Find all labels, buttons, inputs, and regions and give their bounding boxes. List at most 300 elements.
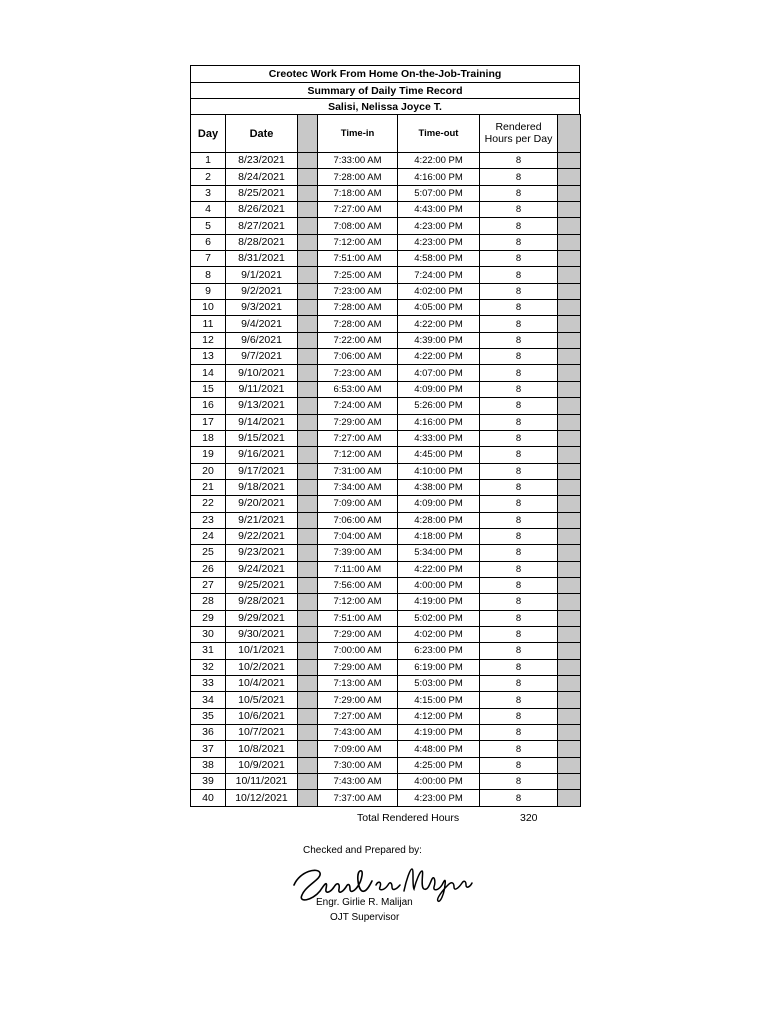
time-in-cell: 7:27:00 AM [318,202,398,218]
table-row [191,757,581,773]
gray-spacer-cell [558,251,581,267]
gray-spacer-cell [298,757,318,773]
gray-spacer-cell [298,577,318,593]
col-header-day: Day [191,115,226,153]
date-cell: 9/24/2021 [226,561,298,577]
gray-spacer-cell [558,463,581,479]
rendered-hours-cell: 8 [480,757,558,773]
gray-spacer-cell [298,512,318,528]
time-in-cell: 7:34:00 AM [318,479,398,495]
rendered-hours-cell: 8 [480,283,558,299]
date-cell: 9/7/2021 [226,349,298,365]
day-cell: 10 [191,300,226,316]
col-header-date: Date [226,115,298,153]
rendered-hours-cell: 8 [480,202,558,218]
table-row [191,414,581,430]
rendered-hours-cell: 8 [480,414,558,430]
day-cell: 20 [191,463,226,479]
gray-spacer-cell [558,414,581,430]
day-cell: 4 [191,202,226,218]
time-out-cell: 4:02:00 PM [398,283,480,299]
rendered-hours-cell: 8 [480,381,558,397]
day-cell: 17 [191,414,226,430]
gray-spacer-cell [298,349,318,365]
gray-spacer-cell [558,349,581,365]
date-cell: 9/14/2021 [226,414,298,430]
day-cell: 29 [191,610,226,626]
time-out-cell: 4:25:00 PM [398,757,480,773]
time-in-cell: 7:43:00 AM [318,774,398,790]
time-out-cell: 4:58:00 PM [398,251,480,267]
table-row [191,528,581,544]
time-out-cell: 4:22:00 PM [398,153,480,169]
table-row [191,676,581,692]
time-in-cell: 7:09:00 AM [318,741,398,757]
gray-spacer-cell [558,577,581,593]
time-in-cell: 7:56:00 AM [318,577,398,593]
date-cell: 10/12/2021 [226,790,298,806]
time-in-cell: 7:29:00 AM [318,659,398,675]
time-out-cell: 6:19:00 PM [398,659,480,675]
table-row [191,725,581,741]
table-row [191,251,581,267]
table-row [191,577,581,593]
gray-spacer-cell [298,659,318,675]
time-out-cell: 4:23:00 PM [398,234,480,250]
date-cell: 10/8/2021 [226,741,298,757]
time-out-cell: 4:19:00 PM [398,725,480,741]
day-cell: 8 [191,267,226,283]
gray-spacer-cell [558,234,581,250]
gray-spacer-cell [298,626,318,642]
gray-spacer-cell [558,708,581,724]
table-row [191,741,581,757]
day-cell: 9 [191,283,226,299]
rendered-hours-cell: 8 [480,725,558,741]
supervisor-name: Engr. Girlie R. Malijan [316,897,413,908]
time-in-cell: 7:12:00 AM [318,234,398,250]
date-cell: 8/23/2021 [226,153,298,169]
date-cell: 10/1/2021 [226,643,298,659]
gray-spacer-cell [298,414,318,430]
gray-spacer-cell [298,708,318,724]
time-in-cell: 7:06:00 AM [318,349,398,365]
date-cell: 10/4/2021 [226,676,298,692]
date-cell: 9/4/2021 [226,316,298,332]
table-row [191,234,581,250]
time-out-cell: 4:45:00 PM [398,447,480,463]
table-row [191,708,581,724]
date-cell: 9/2/2021 [226,283,298,299]
gray-spacer-cell [298,218,318,234]
gray-spacer-cell [558,741,581,757]
rendered-hours-cell: 8 [480,153,558,169]
gray-spacer-cell [298,447,318,463]
gray-spacer-cell [558,169,581,185]
gray-spacer-column [558,115,581,153]
time-in-cell: 7:27:00 AM [318,708,398,724]
day-cell: 13 [191,349,226,365]
day-cell: 2 [191,169,226,185]
time-in-cell: 7:29:00 AM [318,414,398,430]
date-cell: 9/1/2021 [226,267,298,283]
gray-spacer-cell [558,153,581,169]
rendered-hours-cell: 8 [480,463,558,479]
time-in-cell: 7:23:00 AM [318,283,398,299]
day-cell: 14 [191,365,226,381]
gray-spacer-cell [558,381,581,397]
date-cell: 9/15/2021 [226,430,298,446]
date-cell: 9/13/2021 [226,398,298,414]
time-out-cell: 4:00:00 PM [398,577,480,593]
rendered-hours-cell: 8 [480,676,558,692]
time-out-cell: 4:05:00 PM [398,300,480,316]
date-cell: 10/9/2021 [226,757,298,773]
gray-spacer-cell [558,790,581,806]
table-row [191,267,581,283]
day-cell: 6 [191,234,226,250]
rendered-hours-cell: 8 [480,218,558,234]
gray-spacer-cell [298,545,318,561]
gray-spacer-cell [298,774,318,790]
time-out-cell: 4:22:00 PM [398,316,480,332]
day-cell: 12 [191,332,226,348]
gray-spacer-cell [558,610,581,626]
time-out-cell: 4:23:00 PM [398,218,480,234]
rendered-hours-cell: 8 [480,594,558,610]
table-row [191,496,581,512]
rendered-hours-cell: 8 [480,234,558,250]
table-row [191,659,581,675]
rendered-hours-cell: 8 [480,430,558,446]
time-out-cell: 4:09:00 PM [398,381,480,397]
day-cell: 1 [191,153,226,169]
trainee-name: Salisi, Nelissa Joyce T. [190,98,580,114]
table-row [191,561,581,577]
gray-spacer-cell [558,545,581,561]
time-in-cell: 7:08:00 AM [318,218,398,234]
sheet-subtitle: Summary of Daily Time Record [190,82,580,98]
time-in-cell: 7:51:00 AM [318,610,398,626]
gray-spacer-cell [558,447,581,463]
date-cell: 8/25/2021 [226,185,298,201]
time-out-cell: 5:26:00 PM [398,398,480,414]
gray-spacer-cell [298,267,318,283]
day-cell: 38 [191,757,226,773]
time-in-cell: 7:12:00 AM [318,594,398,610]
gray-spacer-cell [298,332,318,348]
time-in-cell: 6:53:00 AM [318,381,398,397]
day-cell: 30 [191,626,226,642]
time-out-cell: 4:10:00 PM [398,463,480,479]
gray-spacer-cell [558,202,581,218]
gray-spacer-cell [298,463,318,479]
checked-prepared-label: Checked and Prepared by: [303,845,422,856]
gray-spacer-cell [298,283,318,299]
rendered-hours-cell: 8 [480,398,558,414]
time-out-cell: 4:43:00 PM [398,202,480,218]
date-cell: 9/6/2021 [226,332,298,348]
gray-spacer-cell [298,185,318,201]
day-cell: 23 [191,512,226,528]
rendered-hours-cell: 8 [480,185,558,201]
day-cell: 33 [191,676,226,692]
rendered-hours-cell: 8 [480,447,558,463]
gray-spacer-cell [558,676,581,692]
time-out-cell: 5:03:00 PM [398,676,480,692]
rendered-hours-cell: 8 [480,774,558,790]
day-cell: 32 [191,659,226,675]
table-body [191,153,581,807]
date-cell: 9/22/2021 [226,528,298,544]
time-out-cell: 4:19:00 PM [398,594,480,610]
table-row [191,316,581,332]
table-row [191,692,581,708]
time-in-cell: 7:30:00 AM [318,757,398,773]
rendered-hours-cell: 8 [480,528,558,544]
date-cell: 8/27/2021 [226,218,298,234]
table-row [191,594,581,610]
gray-spacer-cell [558,267,581,283]
date-cell: 10/6/2021 [226,708,298,724]
time-in-cell: 7:27:00 AM [318,430,398,446]
day-cell: 21 [191,479,226,495]
time-out-cell: 4:23:00 PM [398,790,480,806]
gray-spacer-cell [298,153,318,169]
gray-spacer-cell [298,234,318,250]
time-out-cell: 4:28:00 PM [398,512,480,528]
date-cell: 9/3/2021 [226,300,298,316]
date-cell: 9/29/2021 [226,610,298,626]
rendered-hours-cell: 8 [480,169,558,185]
date-cell: 8/24/2021 [226,169,298,185]
gray-spacer-cell [558,430,581,446]
gray-spacer-cell [558,528,581,544]
table-row [191,153,581,169]
time-in-cell: 7:29:00 AM [318,626,398,642]
rendered-hours-cell: 8 [480,316,558,332]
day-cell: 31 [191,643,226,659]
date-cell: 8/26/2021 [226,202,298,218]
rendered-hours-cell: 8 [480,267,558,283]
day-cell: 26 [191,561,226,577]
gray-spacer-cell [298,300,318,316]
time-in-cell: 7:51:00 AM [318,251,398,267]
day-cell: 27 [191,577,226,593]
time-in-cell: 7:23:00 AM [318,365,398,381]
rendered-hours-cell: 8 [480,545,558,561]
gray-spacer-cell [298,381,318,397]
time-in-cell: 7:25:00 AM [318,267,398,283]
gray-spacer-cell [298,594,318,610]
time-out-cell: 4:16:00 PM [398,414,480,430]
gray-spacer-cell [298,561,318,577]
supervisor-role: OJT Supervisor [330,912,400,923]
table-row [191,332,581,348]
time-out-cell: 4:39:00 PM [398,332,480,348]
table-row [191,463,581,479]
rendered-hours-cell: 8 [480,349,558,365]
day-cell: 16 [191,398,226,414]
date-cell: 9/25/2021 [226,577,298,593]
gray-spacer-cell [298,676,318,692]
table-row [191,202,581,218]
time-out-cell: 4:02:00 PM [398,626,480,642]
time-in-cell: 7:00:00 AM [318,643,398,659]
date-cell: 9/10/2021 [226,365,298,381]
gray-spacer-cell [558,643,581,659]
date-cell: 9/28/2021 [226,594,298,610]
table-row [191,610,581,626]
sheet-title: Creotec Work From Home On-the-Job-Training [190,65,580,82]
gray-spacer-cell [558,218,581,234]
gray-spacer-cell [558,300,581,316]
rendered-hours-cell: 8 [480,741,558,757]
gray-spacer-cell [558,496,581,512]
table-row [191,283,581,299]
rendered-hours-cell: 8 [480,577,558,593]
gray-spacer-cell [558,561,581,577]
col-header-time-in: Time-in [318,115,398,153]
gray-spacer-cell [298,316,318,332]
table-row [191,398,581,414]
time-in-cell: 7:24:00 AM [318,398,398,414]
gray-spacer-cell [558,398,581,414]
day-cell: 18 [191,430,226,446]
table-row [191,626,581,642]
table-row [191,300,581,316]
table-row [191,512,581,528]
gray-spacer-cell [558,659,581,675]
day-cell: 5 [191,218,226,234]
gray-spacer-cell [298,528,318,544]
time-in-cell: 7:28:00 AM [318,316,398,332]
date-cell: 9/20/2021 [226,496,298,512]
gray-spacer-cell [558,594,581,610]
gray-spacer-column [298,115,318,153]
table-row [191,790,581,806]
day-cell: 11 [191,316,226,332]
gray-spacer-cell [558,725,581,741]
gray-spacer-cell [558,185,581,201]
rendered-hours-cell: 8 [480,332,558,348]
rendered-hours-cell: 8 [480,479,558,495]
table-row [191,169,581,185]
gray-spacer-cell [558,757,581,773]
day-cell: 39 [191,774,226,790]
time-in-cell: 7:22:00 AM [318,332,398,348]
table-row [191,643,581,659]
time-in-cell: 7:39:00 AM [318,545,398,561]
gray-spacer-cell [558,365,581,381]
day-cell: 22 [191,496,226,512]
time-in-cell: 7:28:00 AM [318,169,398,185]
time-out-cell: 5:34:00 PM [398,545,480,561]
gray-spacer-cell [298,725,318,741]
day-cell: 40 [191,790,226,806]
gray-spacer-cell [298,169,318,185]
gray-spacer-cell [298,790,318,806]
total-label: Total Rendered Hours [357,812,460,824]
time-out-cell: 4:07:00 PM [398,365,480,381]
time-out-cell: 4:12:00 PM [398,708,480,724]
rendered-hours-cell: 8 [480,626,558,642]
table-header-row [191,115,581,153]
time-in-cell: 7:04:00 AM [318,528,398,544]
time-in-cell: 7:29:00 AM [318,692,398,708]
date-cell: 8/28/2021 [226,234,298,250]
table-row [191,479,581,495]
time-out-cell: 4:38:00 PM [398,479,480,495]
rendered-hours-cell: 8 [480,643,558,659]
gray-spacer-cell [298,251,318,267]
time-in-cell: 7:13:00 AM [318,676,398,692]
gray-spacer-cell [298,202,318,218]
date-cell: 9/17/2021 [226,463,298,479]
time-in-cell: 7:12:00 AM [318,447,398,463]
time-in-cell: 7:11:00 AM [318,561,398,577]
time-out-cell: 7:24:00 PM [398,267,480,283]
day-cell: 37 [191,741,226,757]
table-row [191,185,581,201]
time-in-cell: 7:33:00 AM [318,153,398,169]
rendered-hours-cell: 8 [480,251,558,267]
day-cell: 36 [191,725,226,741]
date-cell: 9/16/2021 [226,447,298,463]
time-out-cell: 5:02:00 PM [398,610,480,626]
date-cell: 10/2/2021 [226,659,298,675]
day-cell: 15 [191,381,226,397]
gray-spacer-cell [558,692,581,708]
time-out-cell: 4:18:00 PM [398,528,480,544]
gray-spacer-cell [298,643,318,659]
rendered-hours-cell: 8 [480,659,558,675]
gray-spacer-cell [298,692,318,708]
time-in-cell: 7:06:00 AM [318,512,398,528]
time-out-cell: 4:00:00 PM [398,774,480,790]
time-out-cell: 5:07:00 PM [398,185,480,201]
gray-spacer-cell [558,332,581,348]
time-in-cell: 7:18:00 AM [318,185,398,201]
gray-spacer-cell [298,365,318,381]
gray-spacer-cell [298,496,318,512]
gray-spacer-cell [298,610,318,626]
gray-spacer-cell [558,512,581,528]
day-cell: 7 [191,251,226,267]
time-in-cell: 7:43:00 AM [318,725,398,741]
date-cell: 9/21/2021 [226,512,298,528]
gray-spacer-cell [298,430,318,446]
time-in-cell: 7:28:00 AM [318,300,398,316]
date-cell: 9/23/2021 [226,545,298,561]
rendered-hours-cell: 8 [480,512,558,528]
gray-spacer-cell [298,479,318,495]
rendered-hours-cell: 8 [480,496,558,512]
gray-spacer-cell [298,741,318,757]
table-row [191,430,581,446]
gray-spacer-cell [558,774,581,790]
rendered-hours-cell: 8 [480,561,558,577]
time-out-cell: 4:09:00 PM [398,496,480,512]
date-cell: 9/11/2021 [226,381,298,397]
rendered-hours-cell: 8 [480,708,558,724]
rendered-hours-cell: 8 [480,365,558,381]
table-row [191,381,581,397]
total-value: 320 [520,812,538,824]
gray-spacer-cell [558,316,581,332]
time-out-cell: 6:23:00 PM [398,643,480,659]
day-cell: 19 [191,447,226,463]
